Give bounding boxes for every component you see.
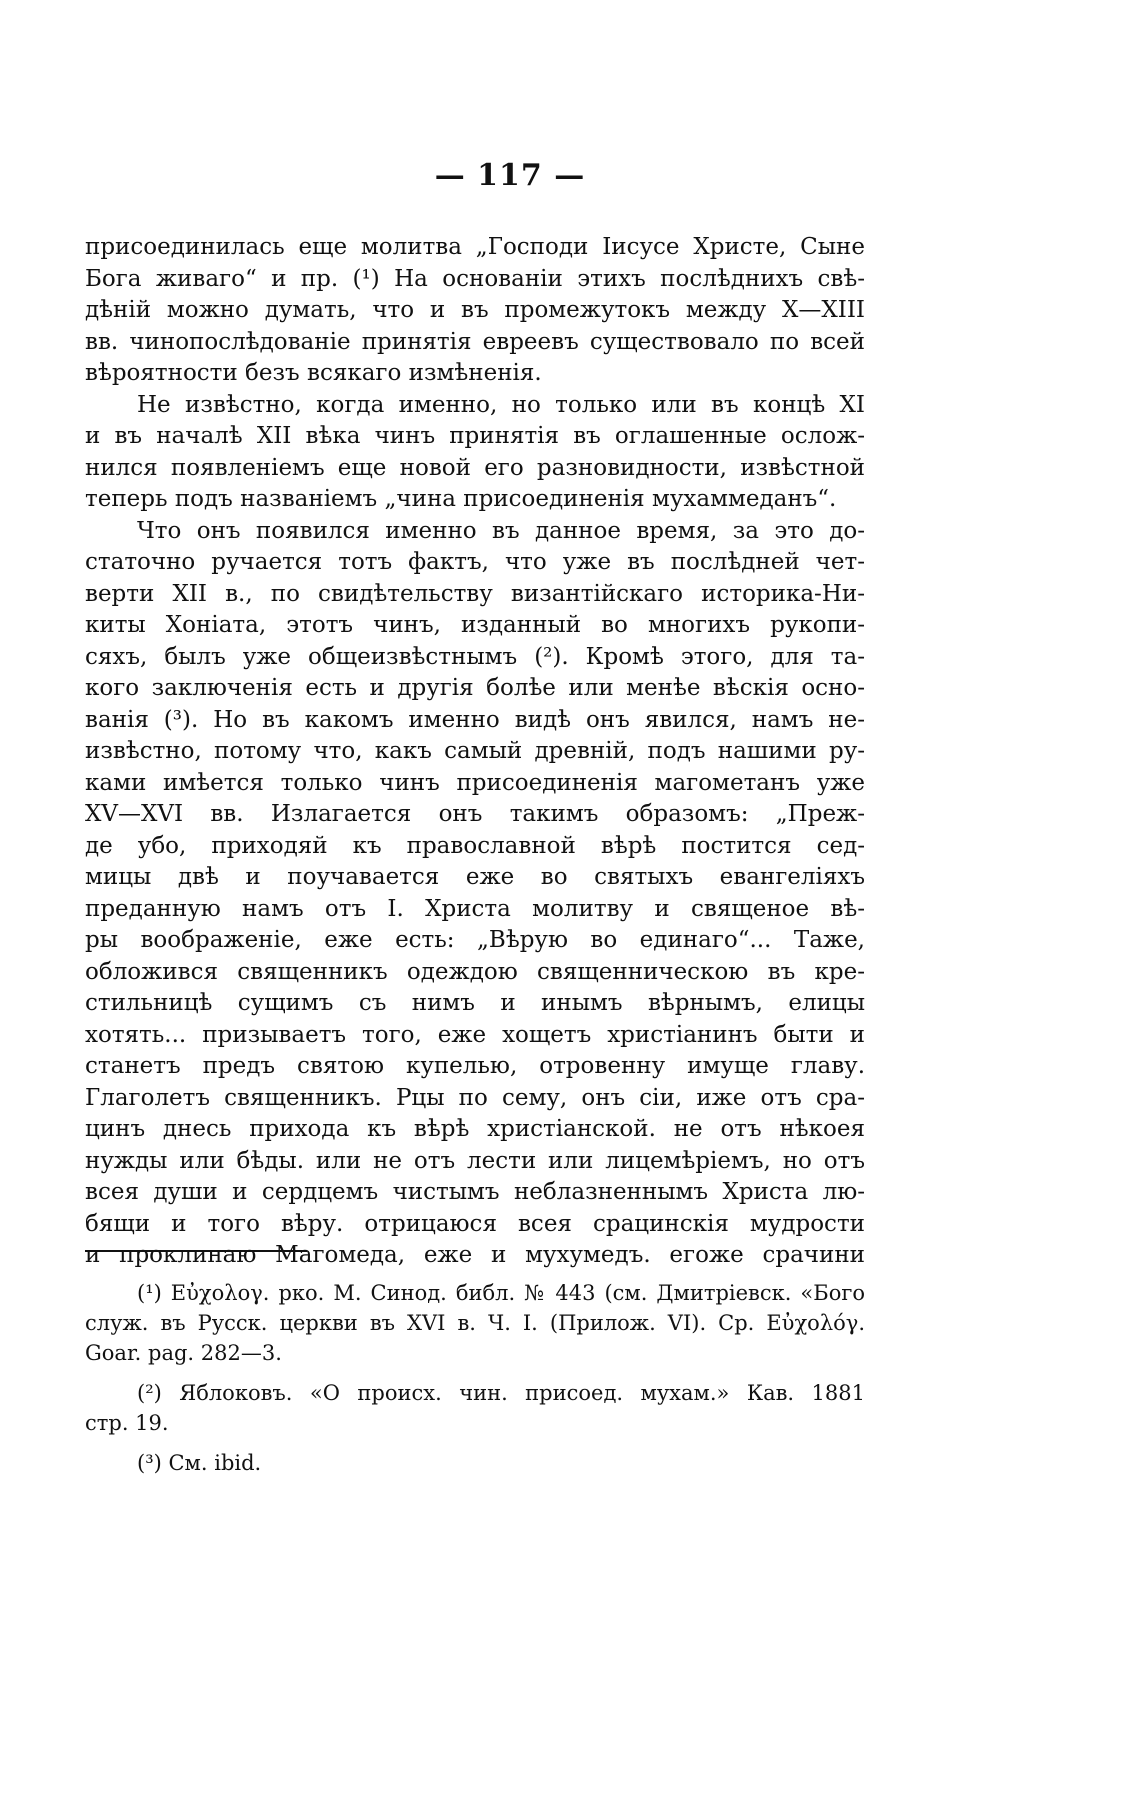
footnote-line: Goar. pag. 282—3.	[85, 1341, 282, 1365]
body-line: сяхъ, былъ уже общеизвѣстнымъ (²). Кромѣ этого, для та-	[85, 643, 865, 670]
body-line: нился появленіемъ еще новой его разновидности, извѣстной	[85, 454, 865, 481]
footnote-line: стр. 19.	[85, 1411, 169, 1435]
body-line: присоединилась еще молитва „Господи Іисусе Христе, Сыне	[85, 234, 865, 260]
footnote-divider	[85, 1250, 307, 1252]
body-line: бящи и того вѣру. отрицаюся всея срацинскія мудрости	[85, 1210, 865, 1237]
body-line: Глаголетъ священникъ. Рцы по сему, онъ сіи, иже отъ сра-	[85, 1084, 865, 1111]
body-line: вв. чинопослѣдованіе принятія евреевъ существовало по всей	[85, 328, 865, 355]
body-line: извѣстно, потому что, какъ самый древній, подъ нашими ру-	[85, 738, 865, 764]
body-line: статочно ручается тотъ фактъ, что уже въ послѣдней чет-	[85, 549, 865, 575]
body-line: всея души и сердцемъ чистымъ неблазненнымъ Христа лю-	[85, 1179, 865, 1205]
body-line: Что онъ появился именно въ данное время, за это до-	[137, 517, 865, 544]
footnote-line: (³) См. ibid.	[137, 1451, 262, 1475]
body-line: верти XII в., по свидѣтельству византійскаго историка-Ни-	[85, 580, 865, 607]
body-line: нужды или бѣды. или не отъ лести или лицемѣріемъ, но отъ	[85, 1147, 865, 1174]
footnote-line: (¹) Εὐχολογ. рко. М. Синод. библ. № 443 (см. Дмитріевск. «Бого	[137, 1281, 865, 1305]
body-line: хотять... призываетъ того, еже хощетъ христіанинъ быти и	[85, 1021, 865, 1048]
body-line: XV—XVI вв. Излагается онъ такимъ образомъ: „Преж-	[85, 801, 865, 827]
footnote-3	[85, 1448, 865, 1478]
footnote-line: (²) Яблоковъ. «О происх. чин. присоед. мухам.» Кав. 1881	[137, 1381, 865, 1405]
body-line: де убо, приходяй къ православной вѣрѣ постится сед-	[85, 832, 865, 859]
body-line: Не извѣстно, когда именно, но только или въ концѣ XI	[137, 391, 865, 418]
footnote-2	[85, 1378, 865, 1438]
body-line: дѣній можно думать, что и въ промежутокъ между X—XIII	[85, 297, 865, 323]
body-line: ры воображеніе, еже есть: „Вѣрую во единаго“... Таже,	[85, 927, 865, 953]
page-number: — 117 —	[434, 158, 586, 193]
body-line: ками имѣется только чинъ присоединенія магометанъ уже	[85, 769, 865, 796]
body-line: мицы двѣ и поучавается еже во святыхъ евангеліяхъ	[85, 864, 865, 890]
footnote-line: служ. въ Русск. церкви въ XVI в. Ч. I. (Прилож. VI). Ср. Εὐχολόγ.	[85, 1311, 865, 1335]
body-line: цинъ днесь прихода къ вѣрѣ христіанской. не отъ нѣкоея	[85, 1116, 865, 1142]
body-line: теперь подъ названіемъ „чина присоединенія мухаммеданъ“.	[85, 486, 837, 512]
body-line: и въ началѣ XII вѣка чинъ принятія въ оглашенные ослож-	[85, 423, 865, 449]
body-line: станетъ предъ святою купелью, отровенну имуще главу.	[85, 1053, 865, 1079]
body-line: вѣроятности безъ всякаго измѣненія.	[85, 360, 542, 386]
body-line: и проклинаю Магомеда, еже и мухумедъ. егоже срачини	[85, 1242, 865, 1268]
footnotes	[85, 1278, 865, 1478]
body-line: ванія (³). Но въ какомъ именно видѣ онъ явился, намъ не-	[85, 706, 865, 733]
body-line: стильницѣ сущимъ съ нимъ и инымъ вѣрнымъ, елицы	[85, 990, 865, 1016]
body-line: Бога живаго“ и пр. (¹) На основаніи этихъ послѣднихъ свѣ-	[85, 265, 865, 292]
body-line: преданную намъ отъ І. Христа молитву и священое вѣ-	[85, 895, 865, 922]
footnote-1	[85, 1278, 865, 1368]
body-line: киты Хоніата, этотъ чинъ, изданный во многихъ рукопи-	[85, 612, 865, 638]
body-line: кого заключенія есть и другія болѣе или менѣе вѣскія осно-	[85, 675, 865, 701]
body-line: обложився священникъ одеждою священническою въ кре-	[85, 958, 865, 985]
body-text	[85, 232, 865, 1272]
